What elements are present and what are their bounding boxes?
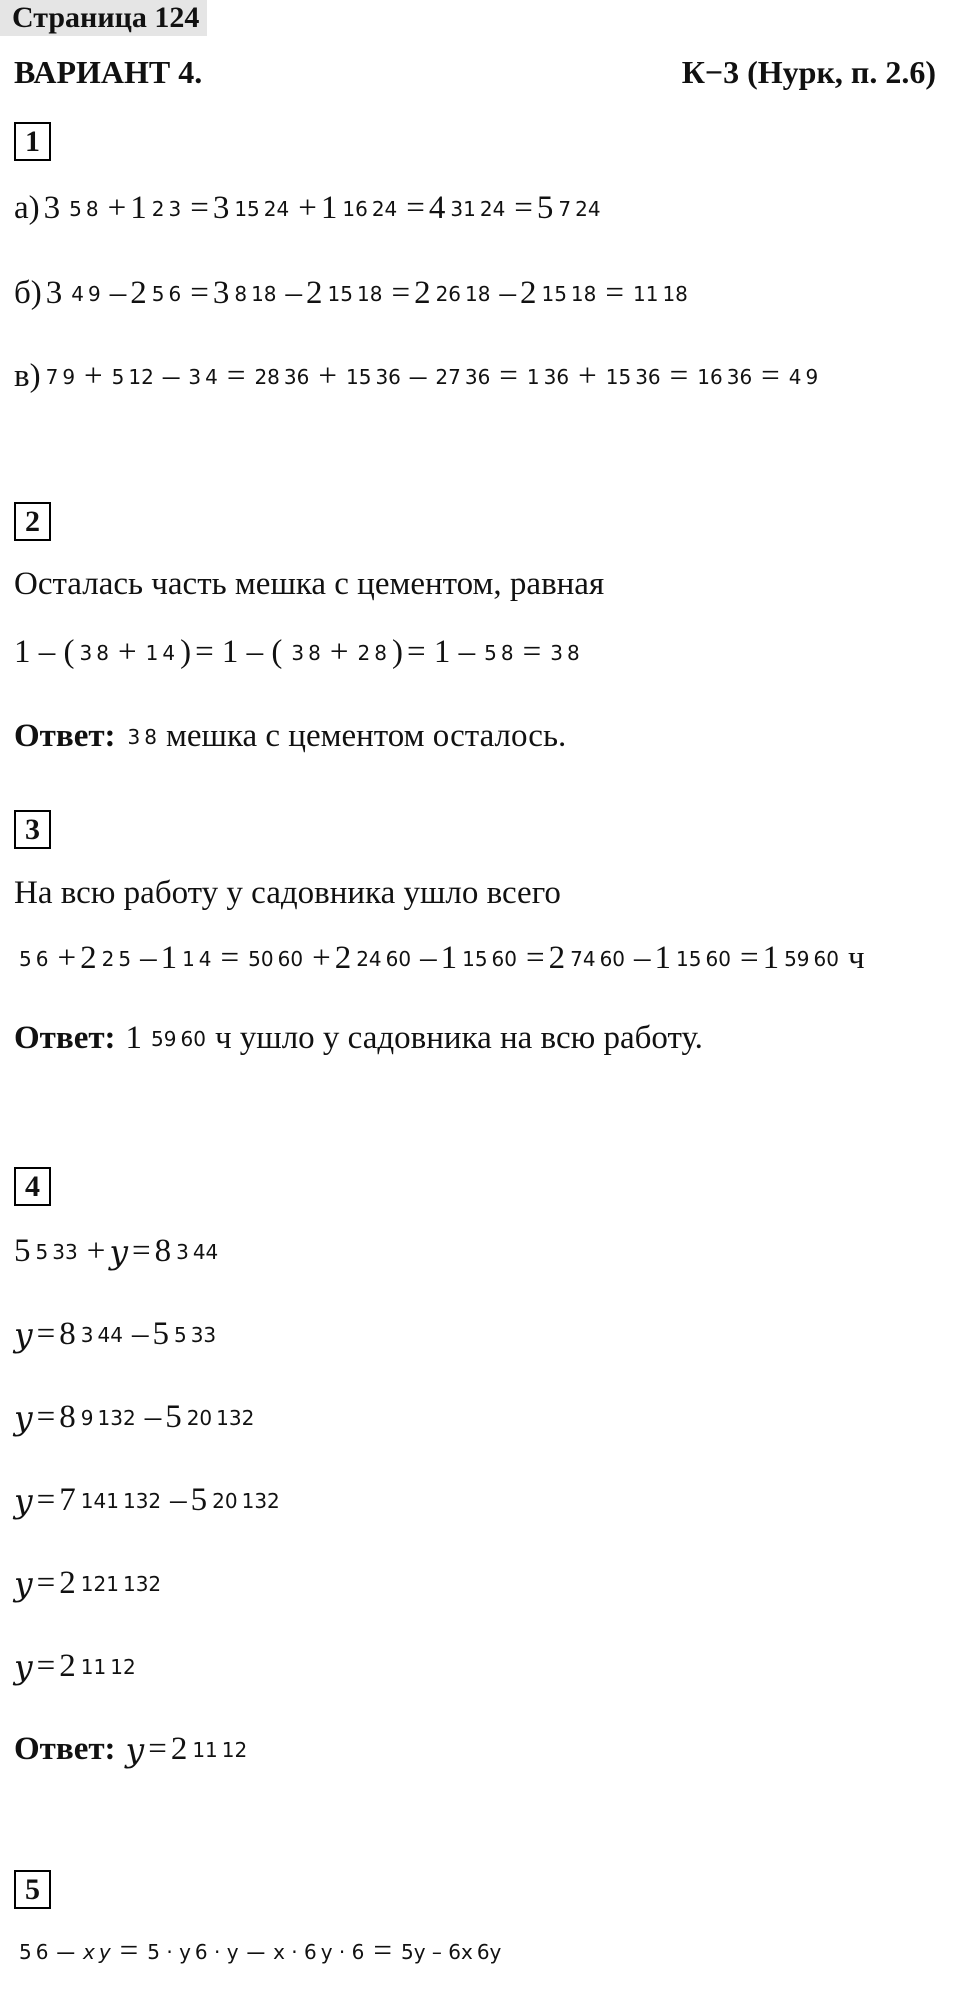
fraction: 31 24 — [450, 196, 506, 221]
equals: = — [36, 1565, 56, 1601]
equals: = — [499, 358, 518, 394]
equals: = — [761, 358, 780, 394]
whole: 2 — [170, 1731, 188, 1767]
operator: – — [499, 275, 516, 311]
task-number-4: 4 — [14, 1167, 51, 1206]
fraction: 16 24 — [342, 196, 398, 221]
task1-line-c — [14, 358, 823, 395]
fraction: 7 9 — [45, 364, 76, 389]
answer-label: Ответ: — [14, 718, 116, 754]
fraction: 5 12 — [111, 364, 154, 389]
fraction: 5 33 — [173, 1322, 217, 1347]
fraction: 3 8 — [79, 640, 109, 665]
fraction: 27 36 — [435, 364, 491, 389]
equals: = — [226, 358, 246, 394]
expr-part: 1 – ( — [14, 634, 75, 670]
fraction: 15 18 — [541, 281, 597, 306]
whole: 1 — [654, 940, 672, 976]
fraction: 3 8 — [127, 724, 158, 749]
task5-expression — [14, 1933, 506, 1970]
equals: = — [190, 275, 209, 311]
task2-expression — [14, 634, 585, 671]
unit: ч — [847, 940, 865, 976]
operator: – — [634, 940, 651, 976]
fraction: 3 44 — [80, 1322, 123, 1347]
task3-answer — [14, 1020, 707, 1057]
task2-text: Осталась часть мешка с цементом, равная — [14, 566, 605, 602]
task-number-5: 5 — [14, 1870, 51, 1909]
expr-part: ) — [180, 634, 192, 670]
operator: – — [162, 358, 180, 394]
whole: 1 — [440, 940, 458, 976]
fraction: 16 36 — [697, 364, 753, 389]
task1-line-a — [14, 190, 606, 227]
whole: 3 — [212, 190, 230, 226]
item-label: а) — [14, 190, 40, 226]
operator: – — [144, 1399, 162, 1435]
whole: 2 — [130, 275, 147, 311]
task1-line-b — [14, 275, 693, 312]
operator: + — [57, 940, 77, 976]
answer-label: Ответ: — [14, 1731, 116, 1767]
fraction: 20 132 — [212, 1488, 280, 1513]
equals: = — [669, 358, 689, 394]
variable: y — [14, 1398, 33, 1437]
equals: = — [373, 1933, 392, 1969]
fraction: 4 9 — [788, 364, 819, 389]
fraction: 1 4 — [182, 946, 212, 971]
fraction: 11 18 — [633, 281, 688, 306]
task4-line-3 — [14, 1398, 259, 1437]
operator: – — [131, 1316, 149, 1352]
whole: 1 — [160, 940, 178, 976]
equals: = — [739, 940, 759, 976]
whole: 5 — [14, 1233, 31, 1269]
whole: 2 — [80, 940, 97, 976]
whole: 5 — [165, 1399, 182, 1435]
task-number-2: 2 — [14, 502, 51, 541]
task4-line-2 — [14, 1315, 221, 1354]
equals: = — [391, 275, 411, 311]
item-label: б) — [14, 275, 42, 311]
operator: – — [409, 358, 427, 394]
task4-line-5 — [14, 1564, 166, 1603]
task-number-1: 1 — [14, 122, 51, 161]
operator: – — [420, 940, 437, 976]
fraction: 74 60 — [570, 946, 626, 971]
whole: 2 — [59, 1648, 76, 1684]
task3-expression — [14, 940, 869, 977]
fraction: 2 8 — [357, 640, 387, 665]
variant-title: ВАРИАНТ 4. — [14, 54, 203, 90]
variable: y — [14, 1564, 33, 1603]
operator: + — [329, 634, 349, 670]
task4-line-1 — [14, 1232, 223, 1271]
expr-part: = 1 – ( — [195, 634, 283, 670]
fraction: 5 8 — [69, 196, 99, 221]
fraction: 1 4 — [145, 640, 176, 665]
page-tag: Страница 124 — [0, 0, 207, 36]
fraction: 59 60 — [151, 1026, 206, 1051]
variable: y — [14, 1315, 33, 1354]
operator: – — [285, 275, 303, 311]
equals: = — [36, 1648, 56, 1684]
whole: 2 — [548, 940, 566, 976]
fraction: 5 8 — [484, 640, 514, 665]
fraction: 8 18 — [234, 281, 277, 306]
whole: 3 — [43, 190, 61, 226]
reference-title: К−3 (Нурк, п. 2.6) — [681, 54, 936, 90]
operator: + — [86, 1233, 106, 1269]
fraction: 2 3 — [151, 196, 182, 221]
equals: = — [190, 190, 209, 226]
fraction: 3 8 — [550, 640, 580, 665]
whole: 2 — [519, 275, 537, 311]
equals: = — [36, 1316, 56, 1352]
fraction: 15 18 — [327, 281, 383, 306]
fraction: 15 36 — [345, 364, 401, 389]
fraction: 9 132 — [80, 1405, 136, 1430]
equals: = — [36, 1399, 56, 1435]
whole: 1 — [762, 940, 780, 976]
fraction: 3 4 — [188, 364, 218, 389]
whole: 2 — [334, 940, 352, 976]
whole: 7 — [59, 1482, 76, 1518]
whole: 5 — [152, 1316, 169, 1352]
whole: 1 — [125, 1020, 143, 1056]
whole: 5 — [536, 190, 554, 226]
fraction: 15 60 — [676, 946, 731, 971]
fraction: 20 132 — [186, 1405, 255, 1430]
task3-text: На всю работу у садовника ушло всего — [14, 875, 561, 911]
variable: y — [125, 1730, 145, 1769]
whole: 2 — [306, 275, 323, 311]
whole: 3 — [45, 275, 63, 311]
operator: – — [247, 1933, 265, 1969]
fraction: 5 6 — [19, 1939, 49, 1964]
variable: y — [14, 1647, 33, 1686]
fraction: 59 60 — [784, 946, 839, 971]
fraction: 15 24 — [234, 196, 290, 221]
fraction: 15 60 — [462, 946, 517, 971]
fraction: 28 36 — [254, 364, 310, 389]
expr-part: = 1 – — [406, 634, 476, 670]
task2-answer — [14, 718, 570, 755]
whole: 8 — [59, 1399, 76, 1435]
operator: – — [109, 275, 127, 311]
fraction: 15 36 — [605, 364, 661, 389]
whole: 3 — [212, 275, 230, 311]
task4-answer — [14, 1730, 252, 1769]
fraction: 1 36 — [526, 364, 570, 389]
equals: = — [522, 634, 542, 670]
task-number-3: 3 — [14, 810, 51, 849]
fraction: 5 6 — [19, 946, 49, 971]
item-label: в) — [14, 358, 41, 394]
whole: 2 — [59, 1565, 76, 1601]
fraction: x y — [82, 1939, 111, 1964]
fraction: 5 · y 6 · y — [147, 1939, 239, 1964]
fraction: 4 9 — [71, 281, 101, 306]
operator: + — [298, 190, 317, 226]
fraction: 141 132 — [80, 1488, 162, 1513]
whole: 2 — [414, 275, 431, 311]
whole: 1 — [130, 190, 147, 226]
answer-text: ч ушло у садовника на всю работу. — [214, 1020, 703, 1056]
whole: 8 — [59, 1316, 76, 1352]
answer-label: Ответ: — [14, 1020, 116, 1056]
operator: – — [140, 940, 157, 976]
operator: + — [312, 940, 331, 976]
fraction: 5 6 — [151, 281, 182, 306]
whole: 5 — [190, 1482, 208, 1518]
expr-part: ) — [391, 634, 403, 670]
fraction: 2 5 — [101, 946, 132, 971]
variable: y — [14, 1481, 33, 1520]
operator: + — [84, 358, 103, 394]
equals: = — [131, 1233, 151, 1269]
fraction: 11 12 — [192, 1737, 248, 1762]
fraction: 5 33 — [35, 1239, 78, 1264]
fraction: 26 18 — [435, 281, 491, 306]
fraction: 5y – 6x 6y — [400, 1939, 502, 1964]
answer-text: мешка с цементом осталось. — [166, 718, 567, 754]
task4-line-6 — [14, 1647, 141, 1686]
equals: = — [36, 1482, 56, 1518]
fraction: 24 60 — [356, 946, 412, 971]
variable: y — [109, 1232, 128, 1271]
fraction: x · 6 y · 6 — [273, 1939, 365, 1964]
whole: 4 — [428, 190, 446, 226]
fraction: 121 132 — [80, 1571, 162, 1596]
equals: = — [526, 940, 545, 976]
operator: – — [170, 1482, 187, 1518]
operator: + — [107, 190, 127, 226]
whole: 1 — [320, 190, 338, 226]
equals: = — [148, 1731, 167, 1767]
fraction: 3 44 — [176, 1239, 219, 1264]
fraction: 3 8 — [291, 640, 321, 665]
fraction: 50 60 — [248, 946, 304, 971]
equals: = — [406, 190, 425, 226]
operator: + — [578, 358, 597, 394]
whole: 8 — [154, 1233, 172, 1269]
equals: = — [514, 190, 533, 226]
equals: = — [220, 940, 240, 976]
operator: – — [57, 1933, 74, 1969]
equals: = — [605, 275, 624, 311]
task4-line-4 — [14, 1481, 285, 1520]
equals: = — [119, 1933, 139, 1969]
operator: + — [117, 634, 137, 670]
fraction: 7 24 — [558, 196, 601, 221]
fraction: 11 12 — [80, 1654, 136, 1679]
operator: + — [318, 358, 337, 394]
